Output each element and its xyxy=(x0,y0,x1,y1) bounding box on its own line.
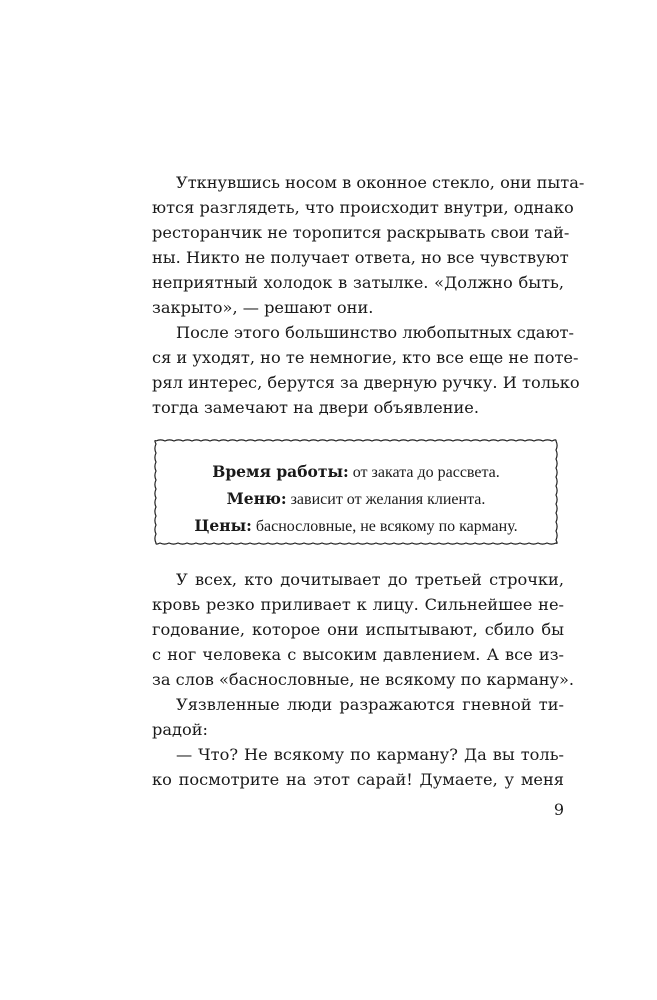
page-number: 9 xyxy=(553,800,564,819)
notice-hours xyxy=(152,459,560,486)
text-line: ны. Никто не получает ответа, но все чувствуют xyxy=(152,248,569,267)
paragraph-1 xyxy=(152,170,585,320)
text-line: кровь резко приливает к лицу. Сильнейшее не- xyxy=(152,595,564,614)
notice-menu-label: Меню: xyxy=(226,489,287,508)
notice-text xyxy=(152,459,560,540)
paragraph-2 xyxy=(152,320,580,420)
text-line: ся и уходят, но те немногие, кто все еще не поте- xyxy=(152,348,579,367)
door-notice xyxy=(152,437,560,547)
notice-prices xyxy=(152,513,560,540)
notice-menu xyxy=(152,486,560,513)
text-line: ко посмотрите на этот сарай! Думаете, у меня xyxy=(152,770,564,789)
text-line: рял интерес, берутся за дверную ручку. И только xyxy=(152,373,580,392)
paragraph-4 xyxy=(152,692,564,742)
text-line: ются разглядеть, что происходит внутри, однако xyxy=(152,198,574,217)
text-block-bottom xyxy=(152,567,575,792)
text-line: ресторанчик не торопится раскрывать свои тай- xyxy=(152,223,570,242)
paragraph-5 xyxy=(152,742,564,792)
text-line: Уткнувшись носом в оконное стекло, они пыта- xyxy=(176,173,585,192)
text-line: закрыто», — решают они. xyxy=(152,298,374,317)
notice-menu-value: зависит от желания клиента. xyxy=(286,491,486,508)
text-line: радой: xyxy=(152,720,208,739)
text-line: После этого большинство любопытных сдают- xyxy=(176,323,574,342)
text-block-top xyxy=(152,170,585,420)
text-line: с ног человека с высоким давлением. А все из- xyxy=(152,645,564,664)
text-line: годование, которое они испытывают, сбило бы xyxy=(152,620,564,639)
paragraph-3 xyxy=(152,567,575,692)
text-line: тогда замечают на двери объявление. xyxy=(152,398,479,417)
notice-hours-label: Время работы: xyxy=(212,462,349,481)
text-line: за слов «баснословные, не всякому по карману». xyxy=(152,670,575,689)
text-line: — Что? Не всякому по карману? Да вы толь- xyxy=(176,745,564,764)
notice-hours-value: от заката до рассвета. xyxy=(348,464,500,481)
text-line: неприятный холодок в затылке. «Должно быть, xyxy=(152,273,564,292)
text-line: Уязвленные люди разражаются гневной ти- xyxy=(176,695,564,714)
notice-prices-value: баснословные, не всякому по карману. xyxy=(251,518,518,535)
text-line: У всех, кто дочитывает до третьей строчки, xyxy=(176,570,564,589)
notice-prices-label: Цены: xyxy=(194,516,252,535)
